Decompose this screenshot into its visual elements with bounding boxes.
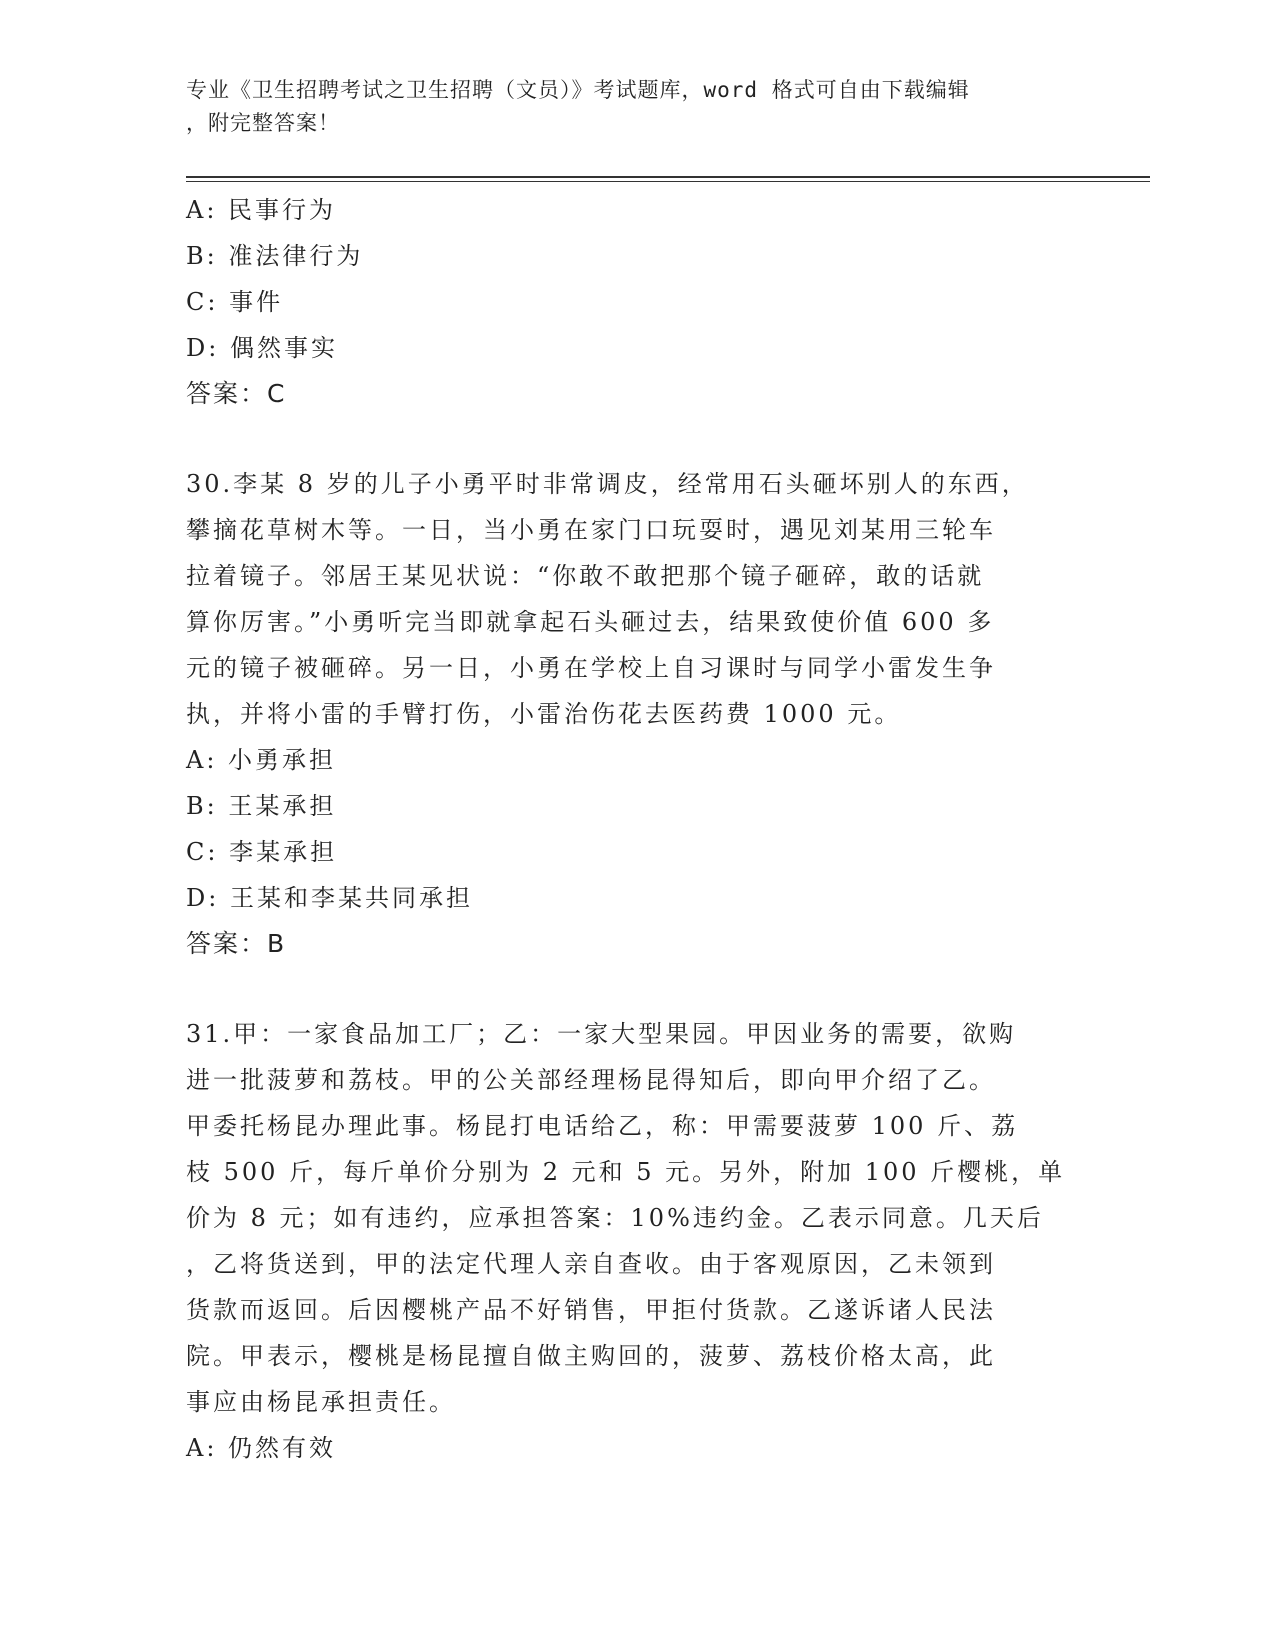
document-body [186, 187, 1086, 1471]
spacer [186, 967, 1086, 1011]
stem-line: 价为 8 元；如有违约，应承担答案：10%违约金。乙表示同意。几天后 [186, 1204, 1044, 1232]
stem-line: 拉着镜子。邻居王某见状说：“你敢不敢把那个镜子砸碎，敢的话就 [186, 562, 985, 590]
stem-line: 事应由杨昆承担责任。 [186, 1388, 456, 1416]
answer-line: 答案：B [186, 929, 287, 958]
option-b: B: 准法律行为 [186, 242, 364, 270]
question-29 [186, 187, 1086, 417]
question-stem [186, 461, 1066, 737]
stem-line: ，乙将货送到，甲的法定代理人亲自查收。由于客观原因，乙未领到 [186, 1250, 996, 1278]
stem-line: 执，并将小雷的手臂打伤，小雷治伤花去医药费 1000 元。 [186, 700, 902, 728]
stem-line: 算你厉害。”小勇听完当即就拿起石头砸过去，结果致使价值 600 多 [186, 608, 995, 636]
stem-line: 枝 500 斤，每斤单价分别为 2 元和 5 元。另外，附加 100 斤樱桃，单 [186, 1158, 1066, 1186]
option-c: C: 李某承担 [186, 838, 338, 866]
stem-line: 31.甲：一家食品加工厂；乙：一家大型果园。甲因业务的需要，欲购 [186, 1020, 1017, 1048]
stem-line: 30.李某 8 岁的儿子小勇平时非常调皮，经常用石头砸坏别人的东西， [186, 470, 1029, 498]
spacer [186, 417, 1086, 461]
header-divider-thin [186, 181, 1150, 182]
header-line-1: 专业《卫生招聘考试之卫生招聘（文员）》考试题库，word 格式可自由下载编辑 [186, 78, 970, 102]
question-31 [186, 1011, 1086, 1471]
question-stem [186, 1011, 1066, 1425]
answer-line: 答案：C [186, 379, 287, 408]
option-c: C: 事件 [186, 288, 284, 316]
option-d: D: 王某和李某共同承担 [186, 884, 473, 912]
stem-line: 甲委托杨昆办理此事。杨昆打电话给乙，称：甲需要菠萝 100 斤、荔 [186, 1112, 1019, 1140]
stem-line: 进一批菠萝和荔枝。甲的公关部经理杨昆得知后，即向甲介绍了乙。 [186, 1066, 996, 1094]
header-divider-thick [186, 176, 1150, 178]
stem-line: 货款而返回。后因樱桃产品不好销售，甲拒付货款。乙遂诉诸人民法 [186, 1296, 996, 1324]
option-b: B: 王某承担 [186, 792, 337, 820]
question-30 [186, 461, 1086, 967]
stem-line: 院。甲表示，樱桃是杨昆擅自做主购回的，菠萝、荔枝价格太高，此 [186, 1342, 996, 1370]
document-header [186, 74, 1086, 140]
header-line-2: ，附完整答案！ [186, 111, 340, 135]
option-a: A: 民事行为 [186, 196, 337, 224]
option-a: A: 仍然有效 [186, 1434, 337, 1462]
stem-line: 攀摘花草树木等。一日，当小勇在家门口玩耍时，遇见刘某用三轮车 [186, 516, 996, 544]
option-a: A: 小勇承担 [186, 746, 337, 774]
stem-line: 元的镜子被砸碎。另一日，小勇在学校上自习课时与同学小雷发生争 [186, 654, 996, 682]
option-d: D: 偶然事实 [186, 334, 338, 362]
